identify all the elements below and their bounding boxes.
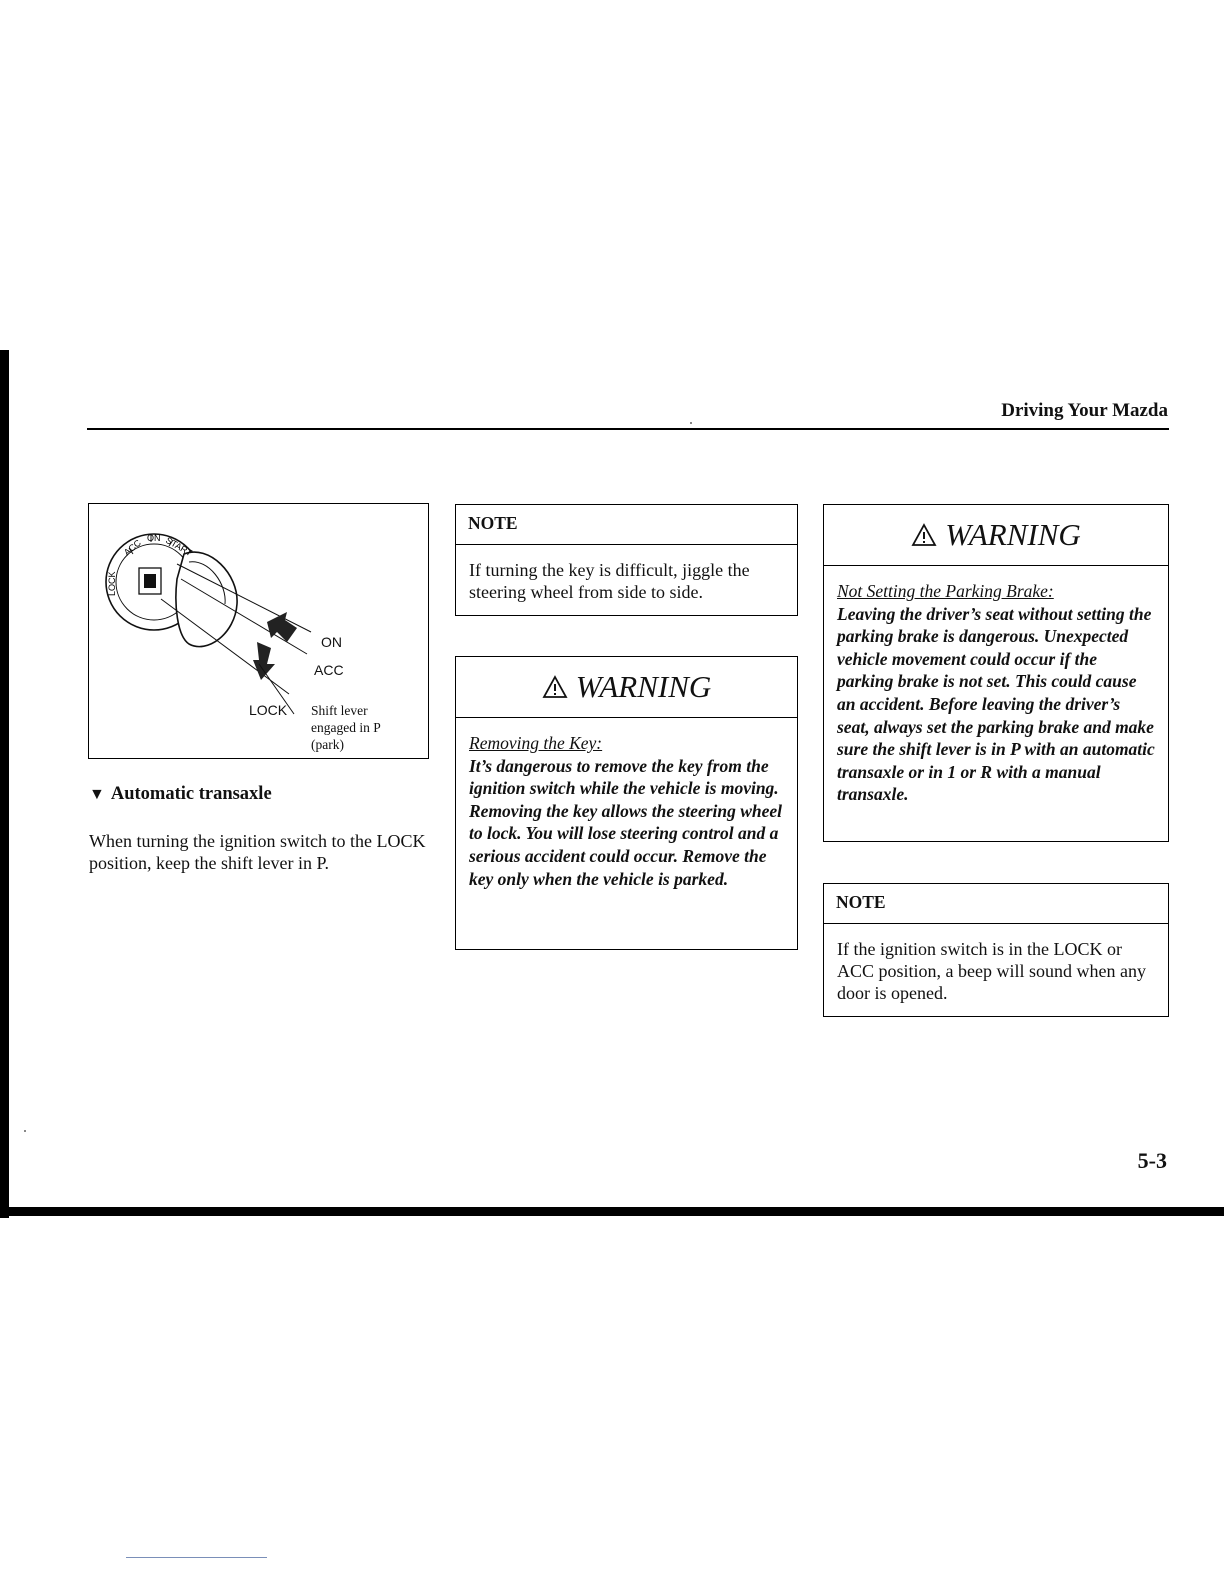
switch-label-start: START <box>164 535 194 559</box>
switch-label-acc: ACC <box>121 537 143 558</box>
section-heading <box>89 784 272 805</box>
warning-content <box>824 566 1168 814</box>
warning-title <box>456 657 797 718</box>
note-text: If turning the key is difficult, jiggle the steering wheel from side to side. <box>469 560 750 602</box>
warning-triangle-icon <box>911 523 937 547</box>
warning-triangle-icon <box>542 675 568 699</box>
label-on: ON <box>321 634 342 650</box>
warning-text: Leaving the driver’s seat without setting the parking brake is dangerous. Unexpected vehicle movement could occur if the parking brake is not set. This could cause an accident. Before leaving the driver’s seat, always set the parking brake and make sure the shift lever is in P with an automatic transaxle or in 1 or R with a manual transaxle. <box>837 603 1155 805</box>
ignition-switch-figure <box>88 503 429 759</box>
label-acc: ACC <box>314 662 344 678</box>
warning-subtitle: Removing the Key: <box>469 733 603 753</box>
note-box <box>823 883 1169 1017</box>
caption-line: engaged in P <box>311 720 381 735</box>
figure-caption <box>311 702 381 753</box>
triangle-down-icon: ▼ <box>89 786 105 803</box>
note-text: If the ignition switch is in the LOCK or ACC position, a beep will sound when any door is opened. <box>837 939 1146 1003</box>
warning-title-text: WARNING <box>945 517 1081 552</box>
warning-box-removing-key <box>455 656 798 950</box>
switch-label-lock: LOCK <box>107 571 117 596</box>
scan-speck <box>690 422 692 424</box>
header-rule <box>87 428 1169 430</box>
left-edge-bar <box>0 350 9 1218</box>
warning-title-text: WARNING <box>575 669 712 704</box>
warning-subtitle: Not Setting the Parking Brake: <box>837 581 1054 601</box>
warning-content <box>456 718 797 898</box>
note-title: NOTE <box>456 505 797 545</box>
caption-line: (park) <box>311 737 344 752</box>
label-lock: LOCK <box>249 702 288 718</box>
bottom-accent-line <box>126 1557 267 1558</box>
bottom-rule <box>0 1207 1224 1216</box>
warning-text: It’s dangerous to remove the key from the ignition switch while the vehicle is moving. Removing the key allows the steering wheel to lock. You will lose steering control and a serious accident could occur. Remove the key only when the vehicle is parked. <box>469 755 783 889</box>
section-heading-text: Automatic transaxle <box>110 784 272 804</box>
header-title: Driving Your Mazda <box>1001 400 1168 421</box>
caption-line: Shift lever <box>311 703 368 718</box>
section-body: When turning the ignition switch to the LOCK position, keep the shift lever in P. <box>89 831 426 873</box>
scan-speck <box>24 1130 26 1132</box>
page-number: 5-3 <box>1137 1148 1167 1173</box>
warning-box-parking-brake <box>823 504 1169 842</box>
note-box <box>455 504 798 616</box>
switch-label-on: ON <box>147 533 161 543</box>
note-title: NOTE <box>824 884 1168 924</box>
warning-title <box>824 505 1168 566</box>
